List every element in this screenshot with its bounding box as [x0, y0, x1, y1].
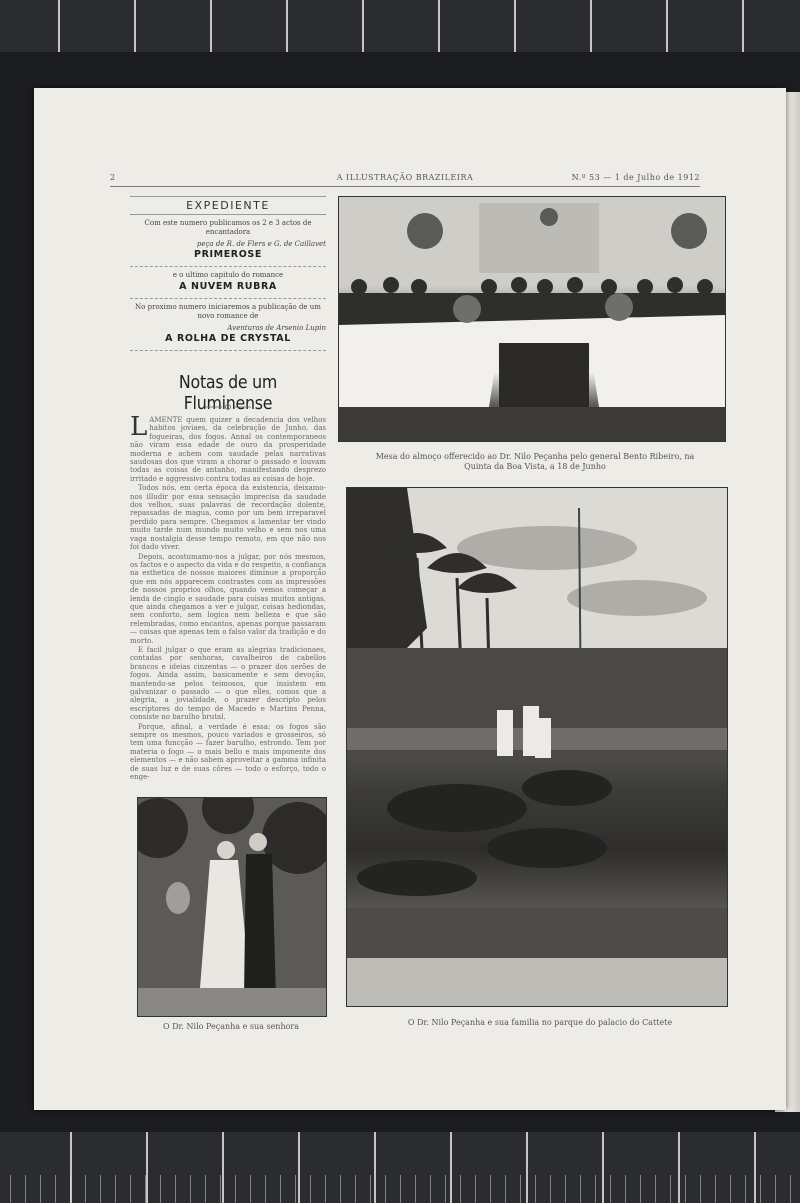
expediente-author-3: Aventuras de Arsenio Lupin: [227, 324, 326, 332]
mat-bottom-grid: [0, 1132, 800, 1203]
expediente-line-3: No proximo numero iniciaremos a publicação de um novo romance de: [135, 303, 321, 320]
couple-photo: [137, 797, 327, 1017]
expediente-title: EXPEDIENTE: [130, 196, 326, 215]
article-paragraph: Porque, afinal, a verdade é essa: os fogos são sempre os mesmos, pouco variados e grosseiros, só tem uma funcção — fazer barulho, estrondo. Tem por materia o fogo — o mais bello e mais imponente dos elementos — e não sabem aproveitar a gamma infinita de suas luz e de suas côres — todo o esforço, todo o enge-: [130, 722, 326, 782]
issue-date: N.º 53 — 1 de Julho de 1912: [571, 173, 700, 182]
article-paragraph: E facil julgar o que eram as alegrias tradicionaes, contadas por senhoras, cavalheiros de cabellos brancos e ideias cinzentas — o prazer dos serões de fogos. Ainda assim, basicamente e sem devoção, mantendo-se pelos teimosos, que insistem em galvanizar o passado — o que elles, comos que a alegria, a jovialidade, o prazer descripto pelos escriptores do tempo de Macedo e Martins Penna, consiste no barulho brutal.: [130, 645, 326, 722]
expediente-work-2: A NUVEM RUBRA: [179, 281, 277, 292]
expediente-line-2: e o ultimo capitulo do romance: [172, 271, 284, 279]
banquet-photo: [338, 196, 726, 442]
divider: [130, 298, 326, 299]
article-paragraph: Todos nós, em certa época da existencia, deixamo-nos illudir por essa sensação imprecisa da saudade dos velhos, suas palavras de recordação dolente, repassadas de magua, como por um bem irreparavel perdido para sempre. Chegamos a lamentar ter vindo muito tarde num mundo muito velho e sem nos uma vaga nostalgia desse tempo remoto, em que não nos foi dado viver.: [130, 484, 326, 552]
banquet-caption: Mesa do almoço offerecido ao Dr. Nilo Peçanha pelo general Bento Ribeiro, na Quinta da Boa Vista, a 18 de Junho: [375, 452, 695, 471]
page-number: 2: [110, 173, 116, 182]
banquet-illustration: [339, 197, 725, 441]
expediente-box: [130, 196, 326, 356]
expediente-work-1: PRIMEROSE: [194, 249, 262, 260]
park-family-photo: [346, 487, 728, 1007]
running-header: [110, 170, 700, 187]
couple-caption: O Dr. Nilo Peçanha e sua senhora: [162, 1022, 300, 1031]
expediente-line-1: Com este numero publicamos os 2 e 3 actos de encantadora: [144, 219, 312, 236]
article-title: Notas de um Fluminense: [178, 372, 278, 414]
park-illustration: [347, 488, 727, 1006]
article-paragraph: AMENTE quem quizer a decadencia dos velhos habitos joviaes, da celebração de Junho, das fogueiras, dos fogos. Annal os contemporaneos não viram essa edade de ouro da prosperidade moderna e achem com saudade pelas narrativas saudosas dos que viram a chorar o passado e louvam todas as coisas de antanho, manifestando desprezo irritado e aggressivo contra todas as coisas de hoje.: [130, 416, 326, 483]
publication-title: A ILLUSTRAÇÃO BRAZILEIRA: [336, 173, 474, 182]
expediente-author-1: peça de R. de Flers e G. de Caillavet: [196, 240, 326, 248]
article-paragraph: Depois, acostumamo-nos a julgar, por nós mesmos, os factos e o aspecto da vida e do respeito, a confiança na esthetica de nossos maiores diminue a proporção que em nós apparecem contrastes com as impressões de nossos proprios olhos, quando vemos começar a lenda de cinglo e saudade para coisas muitos antigas, que ainda chegamos a ver e julgar, coisas hediondas, sem conforto, sem logica nem belleza e que são relembradas, como encantos, apenas porque passaram — coisas que apenas tem o falso valor da tradição e do morto.: [130, 552, 326, 645]
divider: [130, 350, 326, 351]
article-body: [130, 416, 326, 792]
drop-cap: L: [130, 416, 148, 442]
couple-illustration: [138, 798, 326, 1016]
expediente-work-3: A ROLHA DE CRYSTAL: [165, 333, 291, 344]
park-caption: O Dr. Nilo Peçanha e sua familia no parque do palacio do Cattete: [407, 1018, 673, 1027]
mat-top-grid: [0, 0, 800, 52]
ornament-divider: [205, 403, 251, 411]
divider: [130, 266, 326, 267]
